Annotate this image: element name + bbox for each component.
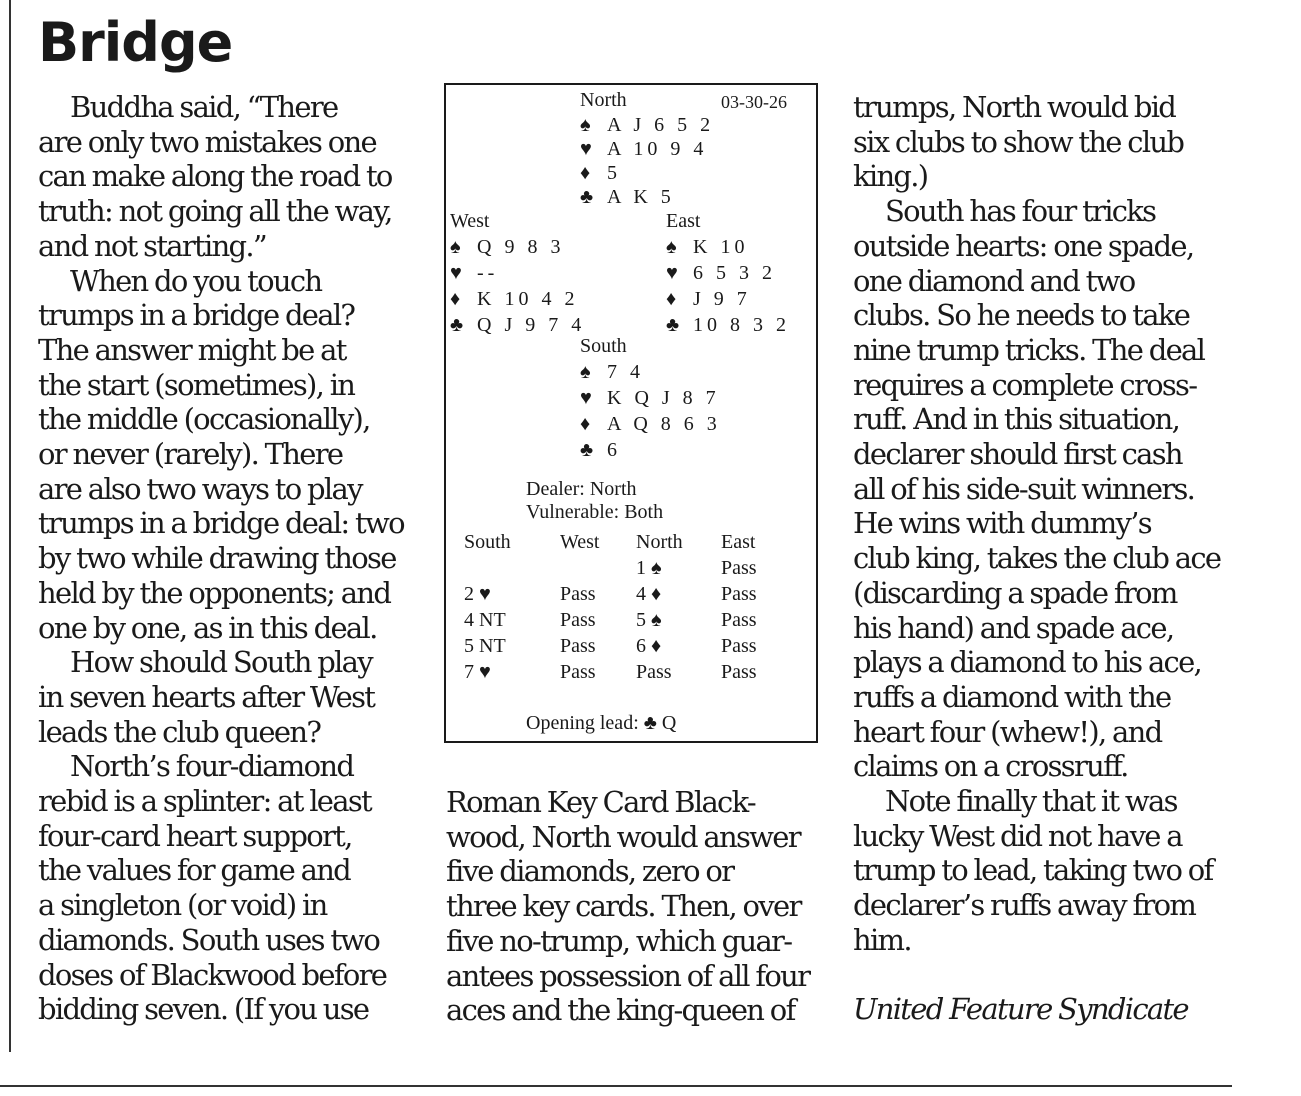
- text-line: North’s four-diamond: [70, 749, 354, 784]
- spade-icon: ♠: [450, 236, 461, 258]
- text-line: in seven hearts after West: [38, 679, 375, 714]
- auction-bid: 6 ♦: [636, 635, 662, 657]
- auction-bid: Pass: [721, 557, 757, 579]
- east-label: East: [666, 210, 701, 232]
- text-line: How should South play: [70, 645, 372, 680]
- north-clubs: ♣ A K 5: [580, 186, 675, 208]
- text-line: ruff. And in this situation,: [853, 402, 1180, 437]
- text-line: When do you touch: [70, 263, 322, 298]
- spade-icon: ♠: [580, 361, 591, 383]
- text-line: leads the club queen?: [38, 714, 321, 749]
- text-line: or never (rarely). There: [38, 437, 343, 472]
- north-label: North: [580, 89, 627, 111]
- text-line: The answer might be at: [38, 332, 346, 367]
- text-line: Buddha said, “There: [70, 90, 338, 124]
- south-label: South: [580, 335, 627, 357]
- auction-bid: 5 NT: [464, 635, 506, 657]
- auction-bid: Pass: [636, 661, 672, 683]
- auction-bid: Pass: [721, 583, 757, 605]
- text-line: king.): [853, 159, 928, 194]
- auction-bid: Pass: [721, 609, 757, 631]
- east-hearts: ♥ 6 5 3 2: [666, 262, 776, 284]
- auction-bid: Pass: [560, 661, 596, 683]
- south-hearts: ♥ K Q J 8 7: [580, 387, 720, 409]
- west-hearts: ♥ --: [450, 262, 499, 284]
- text-line: nine trump tricks. The deal: [853, 332, 1205, 367]
- text-line: one diamond and two: [853, 263, 1135, 298]
- diamond-icon: ♦: [580, 413, 591, 435]
- text-line: aces and the king-queen of: [446, 993, 795, 1028]
- text-line: heart four (whew!), and: [853, 714, 1162, 749]
- club-icon: ♣: [666, 314, 680, 336]
- club-icon: ♣: [580, 439, 594, 461]
- text-line: and not starting.”: [38, 228, 267, 263]
- heart-icon: ♥: [580, 387, 592, 409]
- text-line: plays a diamond to his ace,: [853, 645, 1202, 680]
- page-bottom-rule: [0, 1085, 1232, 1087]
- auction-bid: Pass: [560, 583, 596, 605]
- text-line: trump to lead, taking two of: [853, 853, 1213, 888]
- text-line: requires a complete cross-: [853, 367, 1197, 402]
- text-line: outside hearts: one spade,: [853, 228, 1194, 263]
- auction-bid: 4 NT: [464, 609, 506, 631]
- auction-header-west: West: [560, 531, 600, 553]
- text-line: rebid is a splinter: at least: [38, 784, 371, 819]
- north-diamonds: ♦ 5: [580, 162, 621, 184]
- text-line: bidding seven. (If you use: [38, 992, 369, 1027]
- text-line: him.: [853, 922, 911, 957]
- text-line: diamonds. South uses two: [38, 922, 380, 957]
- deal-date: 03-30-26: [721, 92, 787, 112]
- auction-bid: 4 ♦: [636, 583, 662, 605]
- dealer-line: Dealer: North: [526, 478, 637, 500]
- east-diamonds: ♦ J 9 7: [666, 288, 751, 310]
- south-spades: ♠ 7 4: [580, 361, 644, 383]
- text-line: can make along the road to: [38, 159, 392, 194]
- auction-header-south: South: [464, 531, 511, 553]
- text-line: antees possession of all four: [446, 958, 810, 993]
- text-line: by two while drawing those: [38, 541, 396, 576]
- auction-bid: Pass: [721, 635, 757, 657]
- text-line: trumps in a bridge deal?: [38, 298, 355, 333]
- diamond-icon: ♦: [580, 162, 591, 184]
- text-line: declarer’s ruffs away from: [853, 888, 1196, 923]
- diamond-icon: ♦: [450, 288, 461, 310]
- text-line: ruffs a diamond with the: [853, 679, 1171, 714]
- text-line: trumps, North would bid: [853, 90, 1176, 124]
- text-line: five no-trump, which guar-: [446, 923, 792, 958]
- text-line: claims on a crossruff.: [853, 749, 1128, 784]
- paragraph-gap: [853, 958, 1220, 993]
- text-line: doses of Blackwood before: [38, 957, 387, 992]
- text-line: four-card heart support,: [38, 818, 352, 853]
- text-line: trumps in a bridge deal: two: [38, 506, 404, 541]
- west-spades: ♠ Q 9 8 3: [450, 236, 565, 258]
- heart-icon: ♥: [450, 262, 462, 284]
- text-line: wood, North would answer: [446, 819, 800, 854]
- text-line: Roman Key Card Black-: [446, 785, 756, 819]
- west-diamonds: ♦ K 10 4 2: [450, 288, 579, 310]
- text-line: Note finally that it was: [885, 784, 1177, 819]
- text-line: the values for game and: [38, 853, 351, 888]
- text-line: declarer should first cash: [853, 437, 1182, 472]
- text-line: South has four tricks: [885, 194, 1156, 229]
- text-line: three key cards. Then, over: [446, 889, 801, 924]
- auction-header-north: North: [636, 531, 683, 553]
- article-column-1: [38, 90, 404, 1027]
- auction-bid: Pass: [721, 661, 757, 683]
- article-column-3: [853, 90, 1220, 1027]
- text-line: the middle (occasionally),: [38, 402, 370, 437]
- opening-lead: Opening lead: ♣ Q: [526, 712, 677, 734]
- column-title: Bridge: [38, 11, 233, 74]
- bridge-deal-diagram: [444, 83, 818, 743]
- article-column-2: [446, 785, 809, 1028]
- auction-bid: Pass: [560, 635, 596, 657]
- north-hearts: ♥ A 10 9 4: [580, 138, 708, 160]
- club-icon: ♣: [580, 186, 594, 208]
- text-line: one by one, as in this deal.: [38, 610, 377, 645]
- heart-icon: ♥: [580, 138, 592, 160]
- club-icon: ♣: [450, 314, 464, 336]
- auction-bid: 2 ♥: [464, 583, 491, 605]
- text-line: (discarding a spade from: [853, 575, 1177, 610]
- text-line: his hand) and spade ace,: [853, 610, 1174, 645]
- auction-header-east: East: [721, 531, 756, 553]
- spade-icon: ♠: [580, 114, 591, 136]
- north-spades: ♠ A J 6 5 2: [580, 114, 715, 136]
- auction-bid: 5 ♠: [636, 609, 662, 631]
- text-line: club king, takes the club ace: [853, 541, 1221, 576]
- diamond-icon: ♦: [666, 288, 677, 310]
- text-line: the start (sometimes), in: [38, 367, 355, 402]
- text-line: held by the opponents; and: [38, 575, 391, 610]
- text-line: are only two mistakes one: [38, 124, 376, 159]
- text-line: are also two ways to play: [38, 471, 362, 506]
- auction-bid: 1 ♠: [636, 557, 662, 579]
- text-line: clubs. So he needs to take: [853, 298, 1190, 333]
- auction-bid: 7 ♥: [464, 661, 491, 683]
- text-line: a singleton (or void) in: [38, 888, 327, 923]
- text-line: lucky West did not have a: [853, 818, 1182, 853]
- heart-icon: ♥: [666, 262, 678, 284]
- west-clubs: ♣ Q J 9 7 4: [450, 314, 586, 336]
- west-label: West: [450, 210, 490, 232]
- east-clubs: ♣ 10 8 3 2: [666, 314, 790, 336]
- text-line: six clubs to show the club: [853, 124, 1184, 159]
- south-diamonds: ♦ A Q 8 6 3: [580, 413, 721, 435]
- auction-bid: Pass: [560, 609, 596, 631]
- text-line: all of his side-suit winners.: [853, 471, 1195, 506]
- text-line: truth: not going all the way,: [38, 194, 392, 229]
- east-spades: ♠ K 10: [666, 236, 749, 258]
- vulnerable-line: Vulnerable: Both: [526, 501, 664, 523]
- text-line: five diamonds, zero or: [446, 854, 734, 889]
- text-line: He wins with dummy’s: [853, 506, 1151, 541]
- column-rule-left: [9, 0, 11, 1052]
- south-clubs: ♣ 6: [580, 439, 621, 461]
- syndicate-credit: United Feature Syndicate: [853, 992, 1188, 1027]
- spade-icon: ♠: [666, 236, 677, 258]
